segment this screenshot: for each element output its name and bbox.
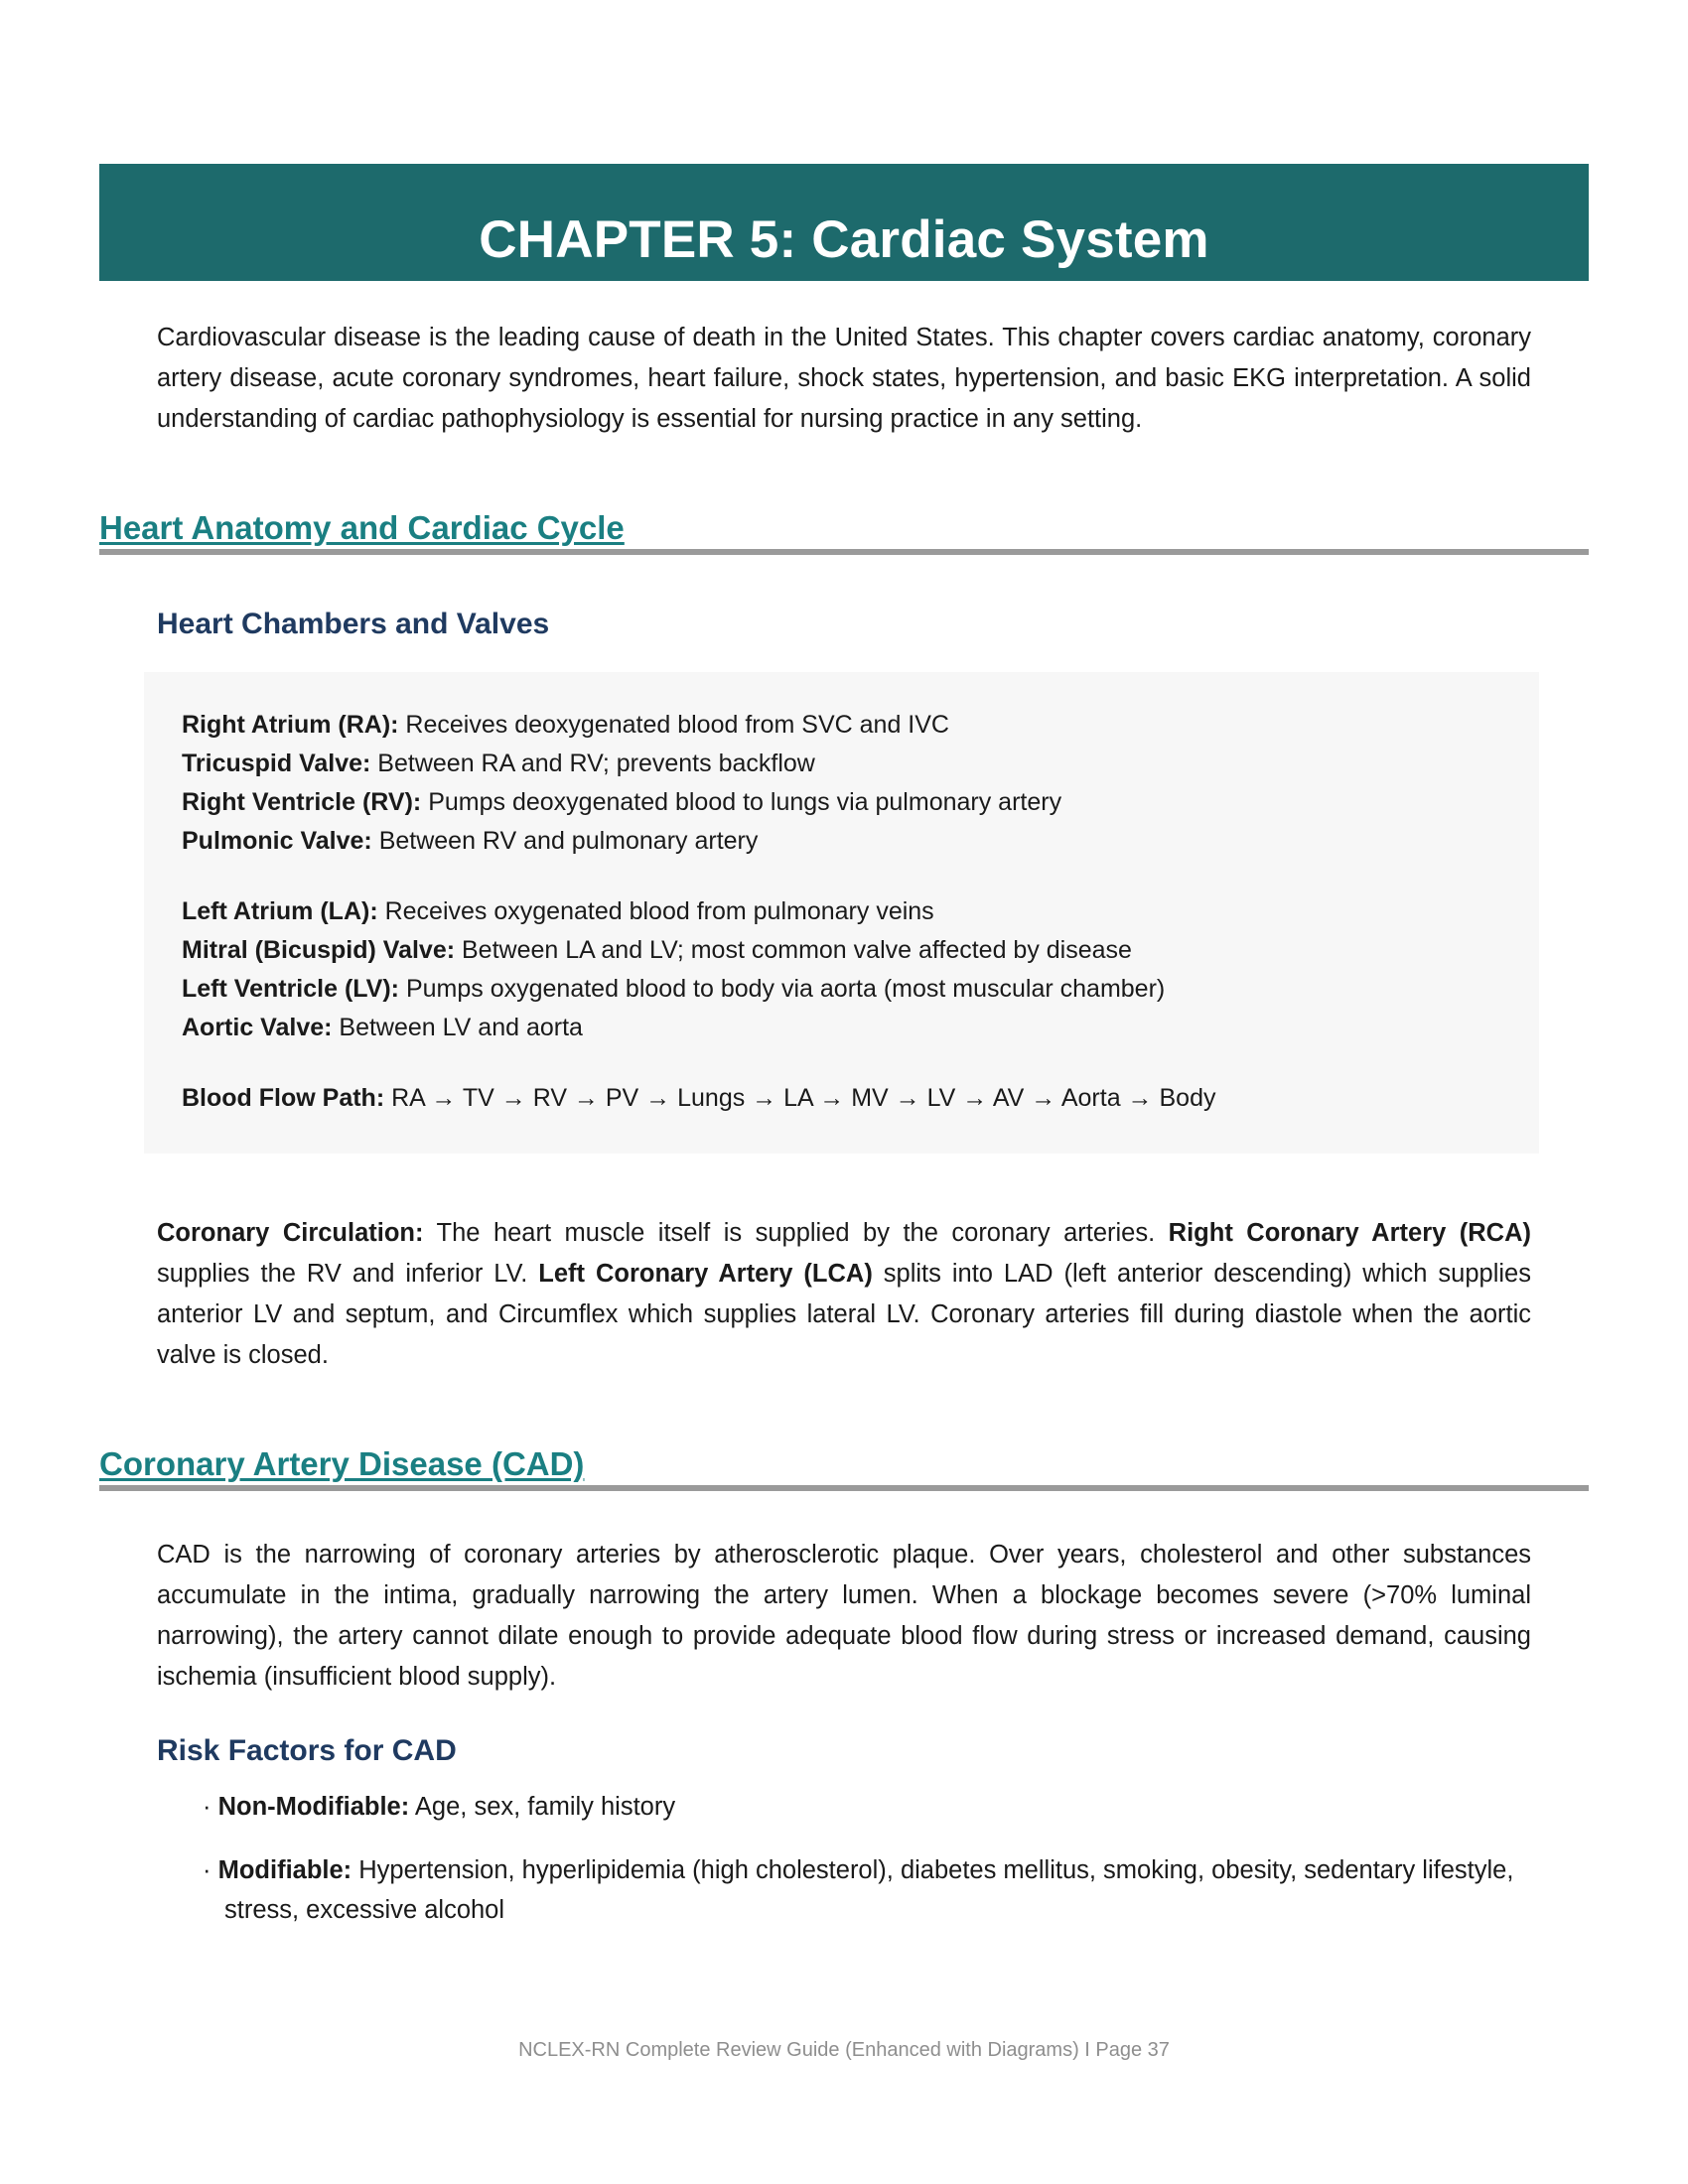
callout-line <box>182 931 1501 970</box>
list-item <box>203 1850 1531 1930</box>
bullet-marker-icon: · <box>203 1793 211 1821</box>
section-coronary-artery-disease <box>99 1445 1589 1491</box>
coronary-part-1: The heart muscle itself is supplied by the coronary arteries. <box>423 1219 1169 1247</box>
callout-line <box>182 706 1501 745</box>
heart-chambers-callout <box>144 672 1539 1154</box>
term-tricuspid-valve: Tricuspid Valve: <box>182 750 371 777</box>
term-aortic-valve: Aortic Valve: <box>182 1014 333 1041</box>
callout-line <box>182 1009 1501 1047</box>
risk-factors-list <box>99 1787 1589 1930</box>
intro-paragraph: Cardiovascular disease is the leading cause of death in the United States. This chapter covers cardiac anatomy, coronary artery disease, acute coronary syndromes, heart failure, shock states, hypertension, and basic EKG interpretation. A solid understanding of cardiac pathophysiology is essential for nursing practice in any setting. <box>157 324 1531 433</box>
callout-line <box>182 822 1501 861</box>
desc-blood-flow-path: RA → TV → RV → PV → Lungs → LA → MV → LV → AV → Aorta → Body <box>384 1084 1216 1112</box>
subheading-heart-chambers: Heart Chambers and Valves <box>157 608 550 640</box>
callout-line <box>182 892 1501 931</box>
coronary-part-3: splits into LAD (left anterior descending) which supplies anterior LV and septum, and Circumflex which supplies lateral LV. Coronary arteries fill during diastole when the aortic valve is closed. <box>157 1260 1531 1369</box>
term-left-atrium: Left Atrium (LA): <box>182 897 378 925</box>
coronary-part-2: supplies the RV and inferior LV. <box>157 1260 539 1288</box>
desc-non-modifiable: Age, sex, family history <box>409 1793 676 1821</box>
desc-aortic-valve: Between LV and aorta <box>332 1014 583 1041</box>
document-content <box>99 318 1589 1930</box>
callout-line <box>182 970 1501 1009</box>
term-non-modifiable: Non-Modifiable: <box>217 1793 410 1821</box>
desc-mitral-valve: Between LA and LV; most common valve affected by disease <box>455 936 1132 964</box>
term-pulmonic-valve: Pulmonic Valve: <box>182 827 372 855</box>
desc-pulmonic-valve: Between RV and pulmonary artery <box>371 827 759 855</box>
cad-paragraph: CAD is the narrowing of coronary arteries by atherosclerotic plaque. Over years, cholesterol and other substances accumulate in the intima, gradually narrowing the artery lumen. When a blockage becomes severe (>70% luminal narrowing), the artery cannot dilate enough to provide adequate blood flow during stress or increased demand, causing ischemia (insufficient blood supply). <box>157 1541 1531 1691</box>
bold-rca: Right Coronary Artery (RCA) <box>1168 1219 1531 1247</box>
lead-coronary-circulation: Coronary Circulation: <box>157 1219 424 1247</box>
desc-modifiable: Hypertension, hyperlipidemia (high cholesterol), diabetes mellitus, smoking, obesity, sedentary lifestyle, stress, excessive alcohol <box>224 1856 1514 1924</box>
desc-right-atrium: Receives deoxygenated blood from SVC and IVC <box>398 711 949 739</box>
list-item <box>203 1787 1531 1827</box>
bold-lca: Left Coronary Artery (LCA) <box>538 1260 873 1288</box>
desc-right-ventricle: Pumps deoxygenated blood to lungs via pulmonary artery <box>421 788 1062 816</box>
chapter-title-banner <box>99 164 1589 281</box>
section-heading-heart-anatomy: Heart Anatomy and Cardiac Cycle <box>99 509 625 546</box>
term-right-atrium: Right Atrium (RA): <box>182 711 399 739</box>
callout-line-blood-flow-path <box>182 1079 1501 1118</box>
callout-line <box>182 783 1501 822</box>
desc-left-atrium: Receives oxygenated blood from pulmonary veins <box>377 897 934 925</box>
section-heading-cad: Coronary Artery Disease (CAD) <box>99 1445 585 1482</box>
term-right-ventricle: Right Ventricle (RV): <box>182 788 422 816</box>
subheading-risk-factors: Risk Factors for CAD <box>157 1734 457 1767</box>
page-title: CHAPTER 5: Cardiac System <box>479 209 1209 269</box>
page-footer: NCLEX-RN Complete Review Guide (Enhanced with Diagrams) I Page 37 <box>518 2039 1170 2061</box>
bullet-marker-icon: · <box>203 1856 211 1884</box>
term-left-ventricle: Left Ventricle (LV): <box>182 975 400 1003</box>
callout-spacer <box>182 861 1501 892</box>
term-modifiable: Modifiable: <box>217 1856 352 1884</box>
callout-line <box>182 745 1501 783</box>
desc-left-ventricle: Pumps oxygenated blood to body via aorta (most muscular chamber) <box>399 975 1166 1003</box>
callout-spacer <box>182 1047 1501 1079</box>
section-heart-anatomy <box>99 509 1589 555</box>
term-blood-flow-path: Blood Flow Path: <box>182 1084 385 1112</box>
term-mitral-valve: Mitral (Bicuspid) Valve: <box>182 936 456 964</box>
desc-tricuspid-valve: Between RA and RV; prevents backflow <box>370 750 815 777</box>
coronary-circulation-paragraph <box>99 1213 1589 1376</box>
